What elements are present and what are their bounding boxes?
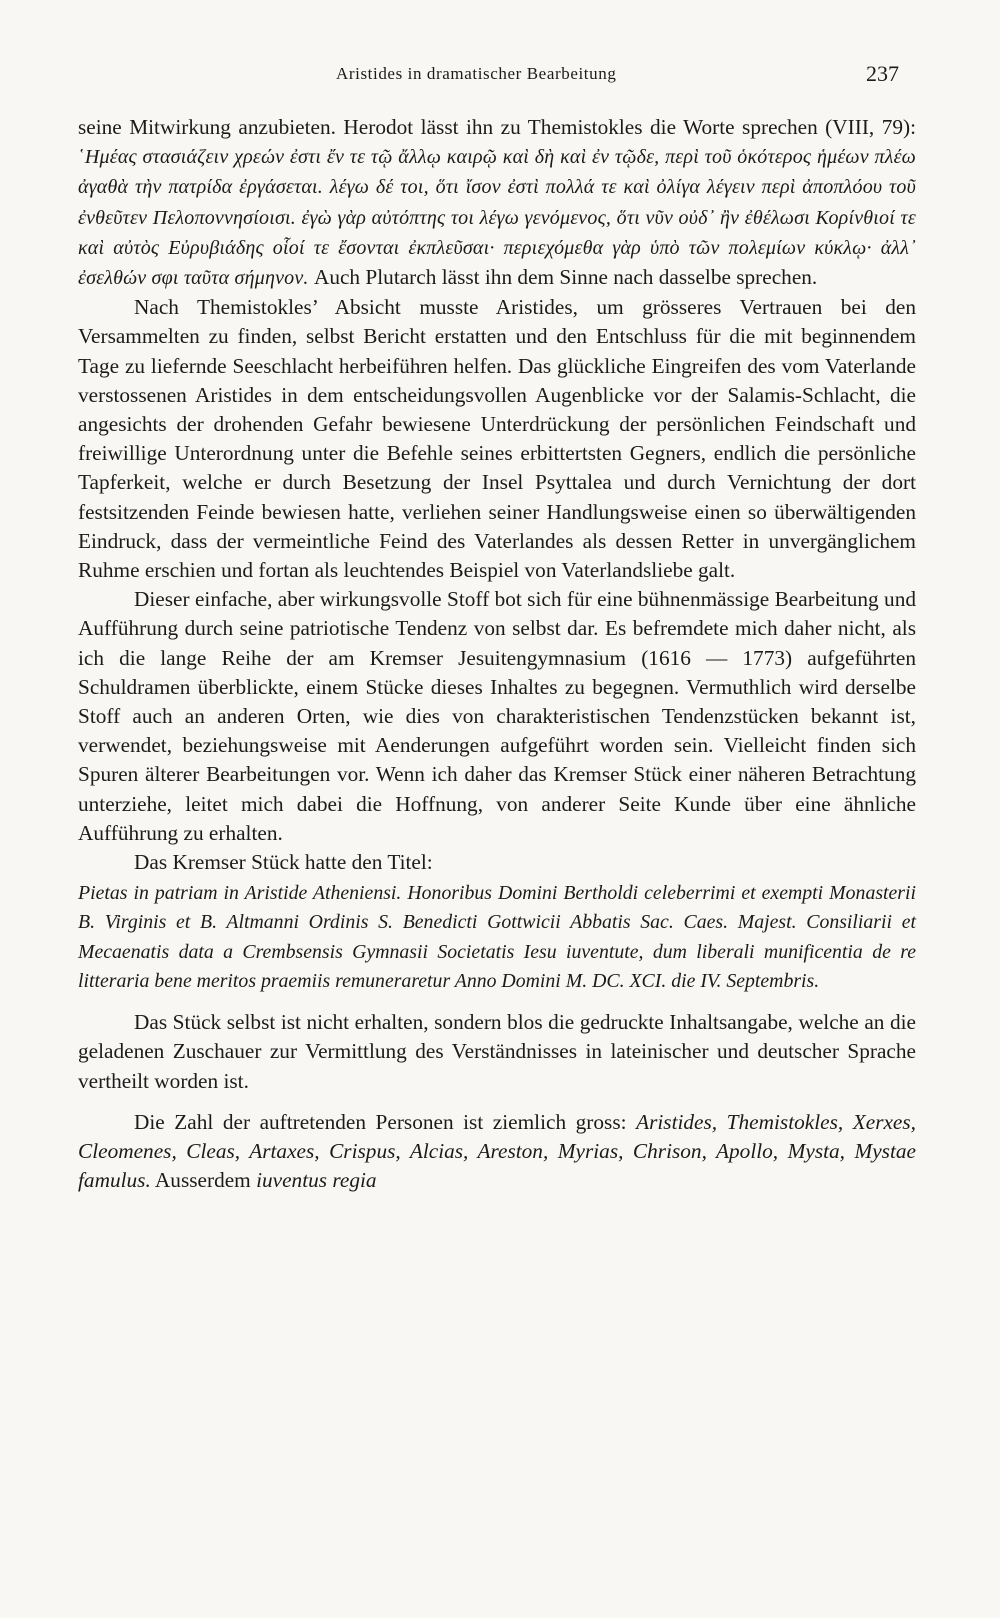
paragraph-titel-intro: Das Kremser Stück hatte den Titel: bbox=[134, 850, 433, 875]
page-number: 237 bbox=[866, 61, 899, 86]
body-text bbox=[78, 113, 916, 1195]
paragraph-text: seine Mitwirkung anzubieten. Herodot lässt ihn zu Themistokles die Worte sprechen (VIII, 79): bbox=[78, 115, 916, 139]
paragraph-text: Die Zahl der auftretenden Personen ist ziemlich gross: bbox=[134, 1109, 637, 1134]
greek-quotation: ῾Ημέας στασιάζειν χρεών ἐστι ἔν τε τῷ ἄλλῳ καιρῷ καὶ δὴ καὶ ἐν τῷδε, περὶ τοῦ ὁκότερος ἡμέων πλέω ἀγαθὰ τὴν πατρίδα ἐργάσεται. λέγω δέ τοι, ὅτι ἴσον ἐστὶ πολλά τε καὶ ὀλίγα λέγειν περὶ ἀποπλόου τοῦ ἐνθεῦτεν Πελοποννησίοισι. ἐγὼ γὰρ αὐτόπτης τοι λέγω γενόμενος, ὅτι νῦν οὐδ᾽ ἢν ἐθέλωσι Κορίνθιοί τε καὶ αὐτὸς Εὐρυβιάδης οἷοί τε ἔσονται ἐκπλεῦσαι· περιεχόμεθα γὰρ ὑπὸ τῶν πολεμίων κύκλῳ· ἀλλ᾽ ἐσελθών σφι ταῦτα σήμηνον. bbox=[78, 146, 916, 290]
paragraph-herodot bbox=[78, 113, 916, 293]
paragraph-absicht: Nach Themistokles’ Absicht musste Aristides, um grösseres Vertrauen bei den Versammelten zu finden, selbst Bericht erstatten und den Entschluss für die mit beginnendem Tage zu liefernde Seeschlacht herbeiführen helfen. Das glückliche Eingreifen des vom Vaterlande verstossenen Aristides in dem entscheidungsvollen Augenblicke vor der Salamis-Schlacht, die angesichts der drohenden Gefahr bewiesene Unterdrückung der persönlichen Feindschaft und freiwillige Unterordnung unter die Befehle seines erbittertsten Gegners, endlich die persönliche Tapferkeit, welche er durch Besetzung der Insel Psyttalea und durch Vernichtung der dort festsitzenden Feinde bewiesen hatte, verliehen seiner Handlungsweise einen so überwältigenden Eindruck, dass der vermeintliche Feind des Vaterlandes als dessen Retter in unvergänglichem Ruhme erschien und fortan als leuchtendes Beispiel von Vaterlandsliebe galt. bbox=[78, 295, 916, 583]
paragraph-inhaltsangabe: Das Stück selbst ist nicht erhalten, sondern blos die gedruckte Inhaltsangabe, welche an die geladenen Zuschauer zur Vermittlung des Verständnisses in lateinischer und deutscher Sprache vertheilt worden ist. bbox=[78, 1010, 916, 1093]
paragraph-text: Ausserdem bbox=[150, 1168, 257, 1193]
italic-phrase: iuventus regia bbox=[256, 1168, 377, 1193]
paragraph-stoff: Dieser einfache, aber wirkungsvolle Stoff bot sich für eine bühnenmässige Bearbeitung und Aufführung durch seine patriotische Tendenz von selbst dar. Es befremdete mich daher nicht, als ich die lange Reihe der am Kremser Jesuitengymnasium (1616 — 1773) aufgeführten Schuldramen überblickte, einem Stücke dieses Inhaltes zu begegnen. Vermuthlich wird derselbe Stoff auch an anderen Orten, wie dies von charakteristischen Tendenzstücken bekannt ist, verwendet, beziehungsweise mit Aenderungen aufgeführt worden sein. Vielleicht finden sich Spuren älterer Bearbeitungen vor. Wenn ich daher das Kremser Stück einer näheren Betrachtung unterziehe, leitet mich dabei die Hoffnung, von anderer Seite Kunde über eine ähnliche Aufführung zu erhalten. bbox=[78, 587, 916, 845]
paragraph-text: Auch Plutarch lässt ihn dem Sinne nach dasselbe sprechen. bbox=[308, 265, 818, 290]
paragraph-personen bbox=[78, 1108, 916, 1196]
character-names: Aristides, Themistokles, Xerxes, Cleomenes, Cleas, Artaxes, Crispus, Alcias, Areston, Myrias, Chrison, Apollo, Mysta, Mystae famulus. bbox=[78, 1109, 916, 1193]
page-header bbox=[0, 61, 1000, 94]
running-title: Aristides in dramatischer Bearbeitung bbox=[336, 64, 617, 83]
latin-title: Pietas in patriam in Aristide Atheniensi. Honoribus Domini Bertholdi celeberrimi et exempti Monasterii B. Virginis et B. Altmanni Ordinis S. Benedicti Gottwicii Abbatis Sac. Caes. Majest. Consiliarii et Mecaenatis data a Crembsensis Gymnasii Societatis Iesu iuventute, dum liberali munificentia de re litteraria bene meritos praemiis remuneraretur Anno Domini M. DC. XCI. die IV. Septembris. bbox=[78, 882, 916, 992]
